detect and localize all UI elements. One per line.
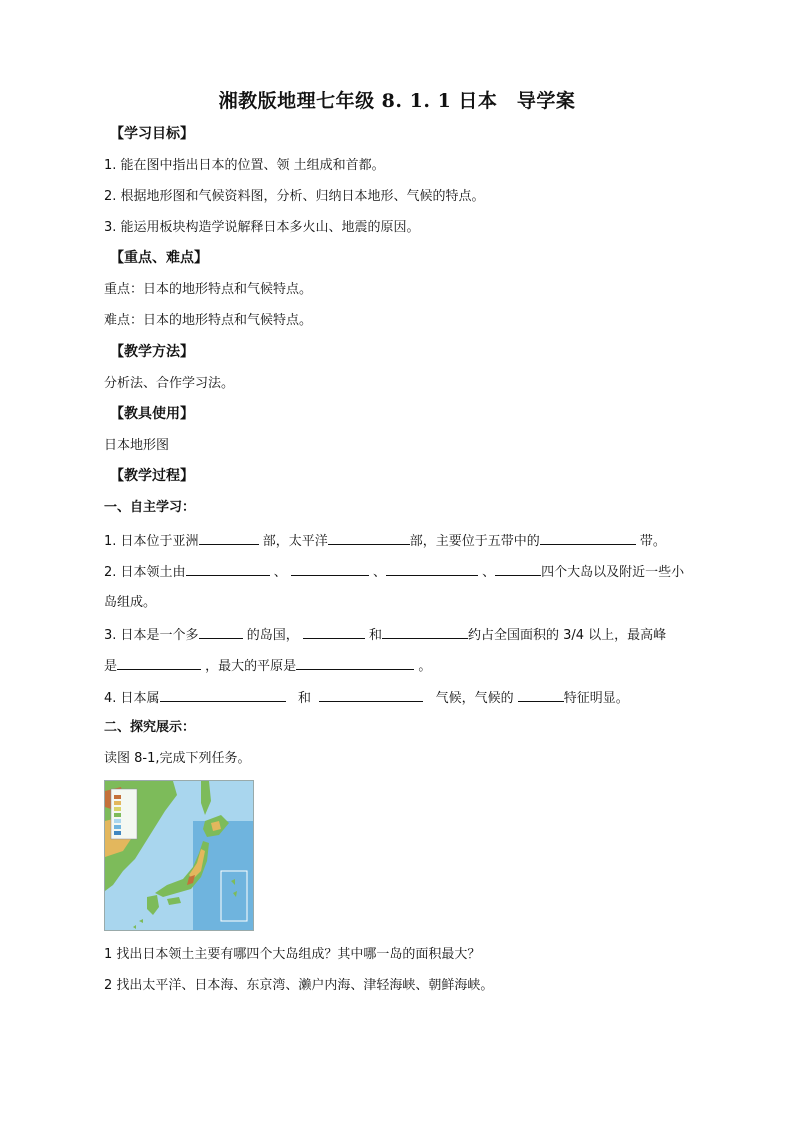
tools-heading: 【教具使用】	[110, 406, 194, 422]
japan-topographic-map	[104, 780, 254, 931]
objective-2: 2. 根据地形图和气候资料图，分析、归纳日本地形、气候的特点。	[104, 189, 485, 204]
question-3-cont: 是 ，最大的平原是 。	[104, 655, 431, 677]
answer-blank[interactable]	[303, 624, 365, 639]
answer-blank[interactable]	[296, 655, 414, 670]
answer-blank[interactable]	[199, 530, 259, 545]
answer-blank[interactable]	[382, 624, 468, 639]
legend-swatch	[114, 819, 121, 823]
answer-blank[interactable]	[540, 530, 636, 545]
objective-3: 3. 能运用板块构造学说解释日本多火山、地震的原因。	[104, 220, 420, 235]
map-graphic	[105, 781, 253, 930]
answer-blank[interactable]	[199, 624, 243, 639]
question-2-cont: 岛组成。	[104, 595, 157, 610]
key-point: 重点：日本的地形特点和气候特点。	[104, 282, 313, 297]
explore-heading: 二、探究展示：	[104, 720, 196, 735]
deep-sea-area	[193, 821, 253, 930]
answer-blank[interactable]	[319, 687, 423, 702]
answer-blank[interactable]	[186, 561, 270, 576]
answer-blank[interactable]	[495, 561, 541, 576]
difficult-point: 难点：日本的地形特点和气候特点。	[104, 313, 313, 328]
objective-1: 1. 能在图中指出日本的位置、领 土组成和首都。	[104, 158, 385, 173]
question-4: 4. 日本属 和 气候，气候的 特征明显。	[104, 687, 629, 709]
legend-swatch	[114, 801, 121, 805]
answer-blank[interactable]	[117, 655, 201, 670]
process-heading: 【教学过程】	[110, 468, 194, 484]
explore-intro: 读图 8-1,完成下列任务。	[104, 751, 251, 766]
methods-heading: 【教学方法】	[110, 344, 194, 360]
legend-swatch	[114, 831, 121, 835]
answer-blank[interactable]	[518, 687, 564, 702]
question-3: 3. 日本是一个多 的岛国， 和 约占全国面积的 3/4 以上，最高峰	[104, 624, 666, 646]
page-title: 湘教版地理七年级 8. 1. 1 日本 导学案	[218, 90, 576, 112]
question-1: 1. 日本位于亚洲 部，太平洋 部，主要位于五带中的 带。	[104, 530, 666, 552]
answer-blank[interactable]	[291, 561, 369, 576]
keypoints-heading: 【重点、难点】	[110, 250, 208, 266]
methods-text: 分析法、合作学习法。	[104, 376, 235, 391]
self-study-heading: 一、自主学习：	[104, 500, 196, 515]
answer-blank[interactable]	[160, 687, 286, 702]
legend-swatch	[114, 825, 121, 829]
legend-swatch	[114, 813, 121, 817]
answer-blank[interactable]	[328, 530, 410, 545]
answer-blank[interactable]	[386, 561, 478, 576]
legend-swatch	[114, 807, 121, 811]
question-2: 2. 日本领土由 、 、 、 四个大岛以及附近一些小	[104, 561, 684, 583]
task-1: 1 找出日本领土主要有哪四个大岛组成？其中哪一岛的面积最大？	[104, 947, 481, 962]
legend-swatch	[114, 795, 121, 799]
task-2: 2 找出太平洋、日本海、东京湾、濑户内海、津轻海峡、朝鲜海峡。	[104, 978, 494, 993]
objectives-heading: 【学习目标】	[110, 126, 194, 142]
tools-text: 日本地形图	[104, 438, 170, 453]
